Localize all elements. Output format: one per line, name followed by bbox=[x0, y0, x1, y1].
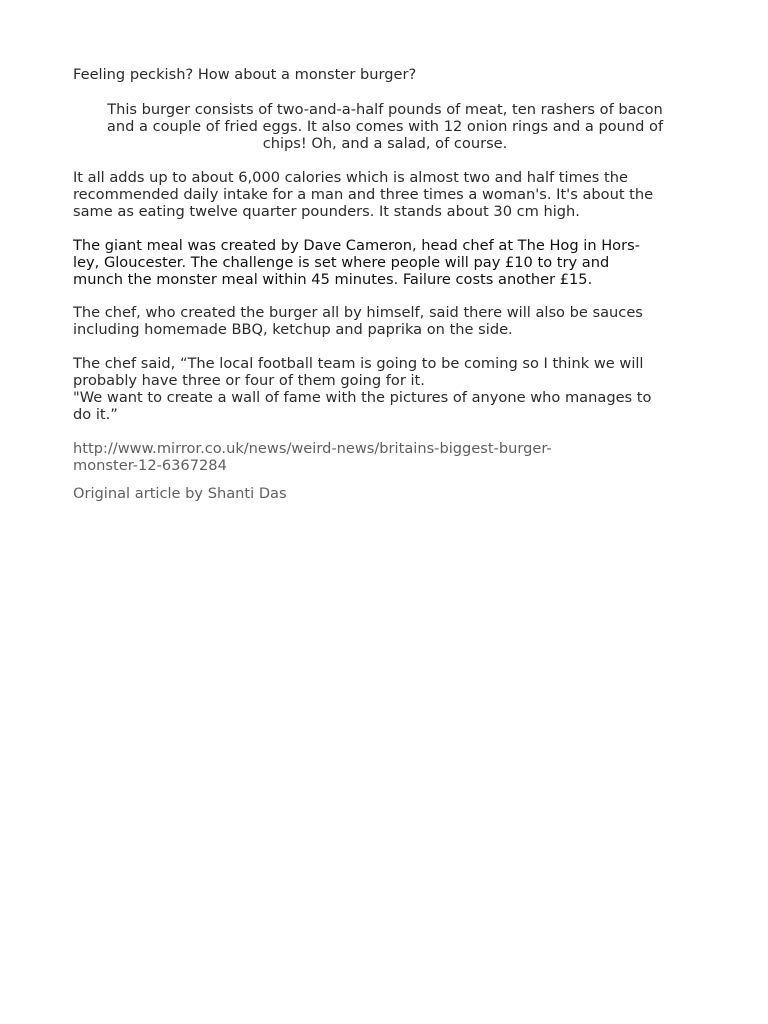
source-link[interactable] bbox=[73, 440, 697, 474]
meal-line-1: The giant meal was created by Dave Cameron, head chef at The Hog in Hors- bbox=[73, 237, 640, 254]
document-page bbox=[73, 66, 697, 502]
quote-line-4: do it.” bbox=[73, 406, 118, 423]
burger-line-3: chips! Oh, and a salad, of course. bbox=[262, 135, 508, 152]
quote-line-3: "We want to create a wall of fame with the pictures of anyone who manages to bbox=[73, 389, 652, 406]
source-link-line-2[interactable]: monster-12-6367284 bbox=[73, 457, 227, 474]
burger-line-2: and a couple of fried eggs. It also comes with 12 onion rings and a pound of bbox=[106, 118, 664, 135]
calories-line-3: same as eating twelve quarter pounders. It stands about 30 cm high. bbox=[73, 203, 580, 220]
calories-line-1: It all adds up to about 6,000 calories which is almost two and half times the bbox=[73, 169, 628, 186]
burger-paragraph bbox=[73, 101, 697, 152]
quote-line-2: probably have three or four of them going for it. bbox=[73, 372, 425, 389]
meal-line-3: munch the monster meal within 45 minutes. Failure costs another £15. bbox=[73, 271, 593, 288]
author-credit bbox=[73, 485, 697, 502]
quote-paragraph bbox=[73, 355, 697, 423]
intro-line bbox=[73, 66, 697, 83]
author-text: Original article by Shanti Das bbox=[73, 485, 287, 502]
calories-line-2: recommended daily intake for a man and three times a woman's. It's about the bbox=[73, 186, 654, 203]
calories-paragraph bbox=[73, 169, 697, 220]
burger-line-1: This burger consists of two-and-a-half pounds of meat, ten rashers of bacon bbox=[107, 101, 663, 118]
meal-line-2: ley, Gloucester. The challenge is set where people will pay £10 to try and bbox=[73, 254, 610, 271]
chef-line-1: The chef, who created the burger all by himself, said there will also be sauces bbox=[73, 304, 643, 321]
quote-line-1: The chef said, “The local football team is going to be coming so I think we will bbox=[73, 355, 644, 372]
source-link-line-1[interactable]: http://www.mirror.co.uk/news/weird-news/britains-biggest-burger- bbox=[73, 440, 552, 457]
chef-line-2: including homemade BBQ, ketchup and paprika on the side. bbox=[73, 321, 513, 338]
meal-paragraph bbox=[73, 237, 697, 288]
intro-text: Feeling peckish? How about a monster burger? bbox=[73, 66, 417, 83]
chef-paragraph bbox=[73, 304, 697, 338]
